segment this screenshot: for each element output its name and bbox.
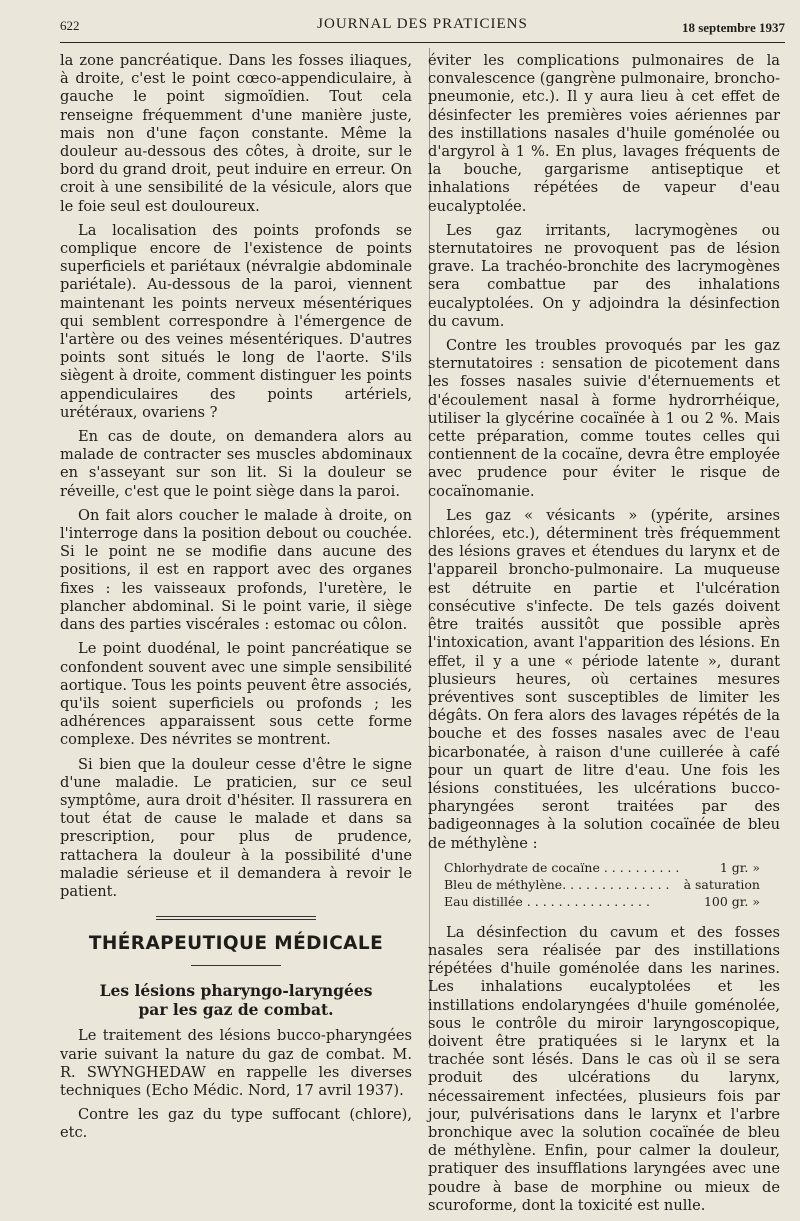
issue-date: 18 septembre 1937 bbox=[681, 20, 785, 35]
paragraph: On fait alors coucher le malade à droite, on l'interroge dans la position debout ou couchée. Si le point ne se modifie dans aucune des positions, il est en rapport avec des organes fixes : les vaisseaux profonds, l'uretère, le plancher abdominal. Si le point varie, il siège dans des parties viscérales : estomac ou côlon. bbox=[60, 506, 412, 634]
dose: 100 gr. » bbox=[703, 893, 760, 909]
paragraph: En cas de doute, on demandera alors au malade de contracter ses muscles abdominaux en s'asseyant sur son lit. Si la douleur se réveille, c'est que le point siège dans la paroi. bbox=[60, 428, 412, 500]
prescription bbox=[444, 859, 760, 910]
ingredient: Chlorhydrate de cocaïne . . . . . . . . . . bbox=[444, 859, 680, 875]
dose: à saturation bbox=[683, 876, 760, 892]
ingredient: Eau distillée . . . . . . . . . . . . . . . . bbox=[444, 893, 650, 909]
section-rule bbox=[156, 916, 316, 918]
page-number: 622 bbox=[60, 18, 80, 33]
paragraph: éviter les complications pulmonaires de la convalescence (gangrène pulmonaire, broncho-pneumonie, etc.). Il y aura lieu à cet effet de désinfecter les premières voies aériennes par des instillations nasales d'huile goménolée ou d'argyrol à 1 %. En plus, lavages fréquents de la bouche, gargarisme antiseptique et inhalations répétées de vapeur d'eau eucalyptolée. bbox=[428, 52, 781, 215]
prescription-row bbox=[444, 859, 760, 876]
paragraph: Les gaz irritants, lacrymogènes ou sternutatoires ne provoquent pas de lésion grave. La trachéo-bronchite des lacrymogènes sera combattue par des inhalations eucalyptolées. On y adjoindra la désinfection du cavum. bbox=[428, 221, 780, 330]
paragraph: Si bien que la douleur cesse d'être le signe d'une maladie. Le praticien, sur ce seul symptôme, aura droit d'hésiter. Il rassurera en tout état de cause le malade et dans sa prescription, pour plus de prudence, rattachera la douleur à la possibilité d'une maladie sérieuse et il demandera à revoir le patient. bbox=[60, 755, 412, 900]
journal-title: JOURNAL DES PRATICIENS bbox=[317, 16, 528, 32]
section-rule bbox=[191, 965, 281, 967]
ingredient: Bleu de méthylène. . . . . . . . . . . . . . bbox=[444, 876, 670, 892]
prescription-row bbox=[444, 876, 760, 893]
paragraph: la zone pancréatique. Dans les fosses iliaques, à droite, c'est le point cœco-appendiculaire, à gauche le point sigmoïdien. Tout cela renseigne fréquemment d'une manière juste, mais non d'une façon constante. Même la douleur au-dessous des côtes, à droite, sur le bord du grand droit, peut induire en erreur. On croit à une sensibilité de la vésicule, alors que le foie seul est douloureux. bbox=[60, 52, 412, 215]
article-title-line: par les gaz de combat. bbox=[138, 1000, 334, 1020]
dose: 1 gr. » bbox=[719, 859, 760, 875]
prescription-row bbox=[444, 893, 760, 910]
paragraph: Contre les troubles provoqués par les gaz sternutatoires : sensation de picotement dans les fosses nasales suivie d'éternuements et d'écoulement nasal à forme hydrorrhéique, utiliser la glycérine cocaïnée à 1 ou 2 %. Mais cette préparation, comme toutes celles qui contiennent de la cocaïne, devra être employée avec prudence pour éviter le risque de cocaïnomanie. bbox=[428, 337, 780, 500]
article-title-line: Les lésions pharyngo-laryngées bbox=[99, 981, 373, 1001]
paragraph: Le traitement des lésions bucco-pharyngées varie suivant la nature du gaz de combat. M. R. SWYNGHEDAW en rappelle les diverses techniques (Echo Médic. Nord, 17 avril 1937). bbox=[60, 1027, 412, 1099]
header-rule bbox=[60, 42, 785, 43]
section-rule bbox=[156, 919, 316, 921]
article-title bbox=[60, 981, 412, 1019]
paragraph: Les gaz « vésicants » (ypérite, arsines chlorées, etc.), déterminent très fréquemment des lésions graves et étendues du larynx et de l'appareil broncho-pulmonaire. La muqueuse est détruite en partie et l'ulcération consécutive s'infecte. De tels gazés doivent être traités aussitôt que possible après l'intoxication, avant l'apparition des lésions. En effet, il y a une « période latente », durant plusieurs heures, où certaines mesures préventives sont susceptibles de limiter les dégâts. On fera alors des lavages répétés de la bouche et des fosses nasales avec de l'eau bicarbonatée, à raison d'une cuillerée à café pour un quart de litre d'eau. Une fois les lésions constituées, les ulcérations bucco-pharyngées seront traitées par des badigeonnages à la solution cocaïnée de bleu de méthylène : bbox=[428, 506, 780, 852]
paragraph: Contre les gaz du type suffocant (chlore), etc. bbox=[60, 1106, 412, 1142]
left-column bbox=[60, 52, 412, 1149]
paragraph: La localisation des points profonds se complique encore de l'existence de points superficiels et pariétaux (névralgie abdominale pariétale). Au-dessous de la paroi, viennent maintenant les points nerveux mésentériques qui semblent correspondre à l'émergence de l'artère ou des veines mésentériques. D'autres points sont situés le long de l'aorte. S'ils siègent à droite, comment distinguer les points appendiculaires des points artériels, urétéraux, ovariens ? bbox=[60, 221, 412, 421]
page-header bbox=[60, 14, 785, 40]
paragraph: Le point duodénal, le point pancréatique se confondent souvent avec une simple sensibilité aortique. Tous les points peuvent être associés, qu'ils soient superficiels ou profonds ; les adhérences apparaissent sous cette forme complexe. Des névrites se montrent. bbox=[60, 640, 412, 749]
section-title: THÉRAPEUTIQUE MÉDICALE bbox=[88, 933, 384, 955]
right-column bbox=[428, 52, 780, 1221]
paragraph: La désinfection du cavum et des fosses nasales sera réalisée par des instillations répétées d'huile goménolée dans les narines. Les inhalations eucalyptolées et les instillations endolaryngées d'huile goménolée, sous le contrôle du miroir laryngoscopique, doivent être pratiquées si le larynx et la trachée sont lésés. Dans le cas où il se sera produit des ulcérations du larynx, nécessairement infectées, plusieurs fois par jour, pulvérisations dans le larynx et l'arbre bronchique avec la solution cocaïnée de bleu de méthylène. Enfin, pour calmer la douleur, pratiquer des insufflations laryngées avec une poudre à base de morphine ou mieux de scuroforme, dont la toxicité est nulle. bbox=[428, 923, 780, 1214]
